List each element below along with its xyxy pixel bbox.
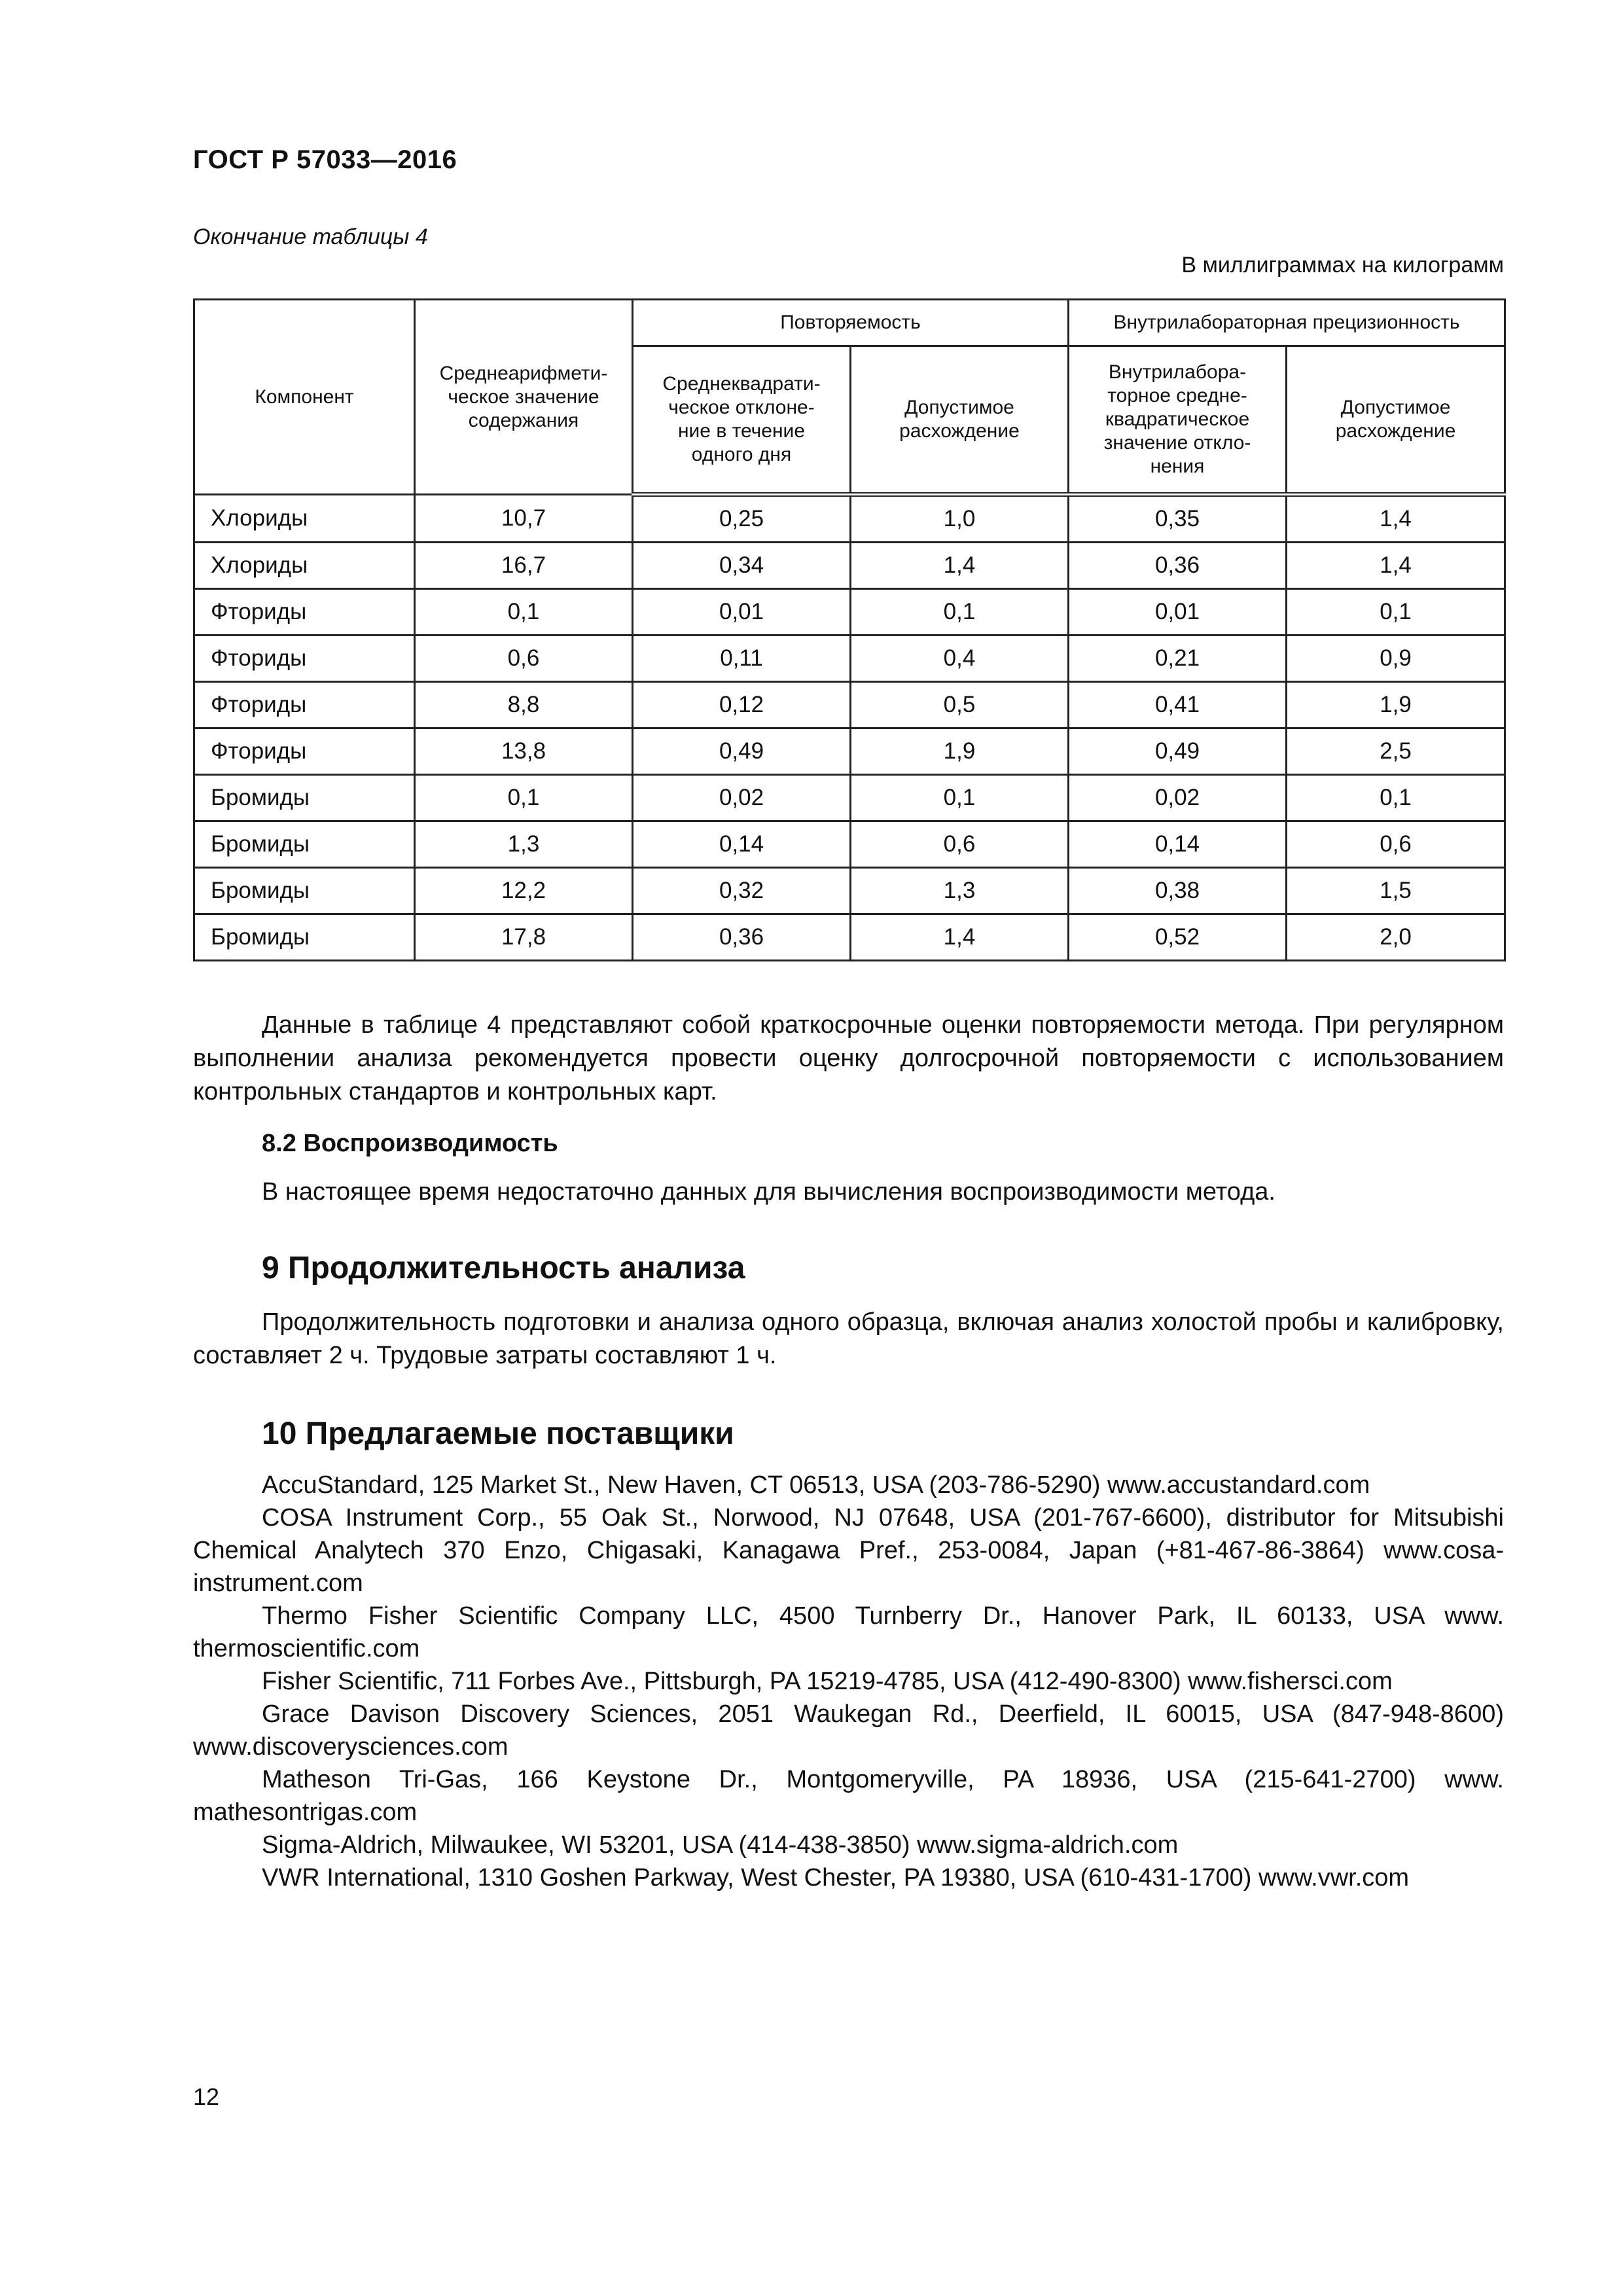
- cell-rep-diff: 0,4: [851, 636, 1069, 682]
- cell-mean: 13,8: [415, 728, 633, 775]
- cell-rep-diff: 1,3: [851, 868, 1069, 914]
- col-header-component: Компонент: [194, 300, 415, 495]
- cell-intra-diff: 1,9: [1287, 682, 1505, 728]
- section-9-title: 9 Продолжительность анализа: [262, 1251, 745, 1285]
- supplier-entry: Thermo Fisher Scientific Company LLC, 4500 Turnberry Dr., Hanover Park, IL 60133, USA www. thermoscientific.com: [193, 1602, 1504, 1662]
- section-9-text: Продолжительность подготовки и анализа одного образца, включая анализ холостой пробы и калибровку, составляет 2 ч. Трудовые затраты составляют 1 ч.: [193, 1308, 1504, 1369]
- cell-intra-diff: 0,1: [1287, 589, 1505, 636]
- table-units-note: В миллиграммах на килограмм: [1181, 253, 1504, 278]
- cell-rep-diff: 1,9: [851, 728, 1069, 775]
- table-row: [194, 821, 1505, 868]
- supplier-entry: VWR International, 1310 Goshen Parkway, West Chester, PA 19380, USA (610-431-1700) www.vwr.com: [262, 1864, 1410, 1892]
- table-note-text: Данные в таблице 4 представляют собой краткосрочные оценки повторяемости метода. При регулярном выполнении анализа рекомендуется провести оценку долгосрочной повторяемости с использованием контрольных стандартов и контрольных карт.: [193, 1011, 1504, 1105]
- cell-rep-sd: 0,11: [633, 636, 851, 682]
- table-row: [194, 775, 1505, 821]
- table-continuation-caption: Окончание таблицы 4: [193, 224, 428, 249]
- cell-rep-diff: 0,5: [851, 682, 1069, 728]
- cell-intra-diff: 2,0: [1287, 914, 1505, 961]
- col-header-intra-diff: Допустимое расхождение: [1287, 346, 1505, 495]
- cell-intra-sd: 0,02: [1069, 775, 1287, 821]
- supplier-entry: Fisher Scientific, 711 Forbes Ave., Pittsburgh, PA 15219-4785, USA (412-490-8300) www.fishersci.com: [262, 1668, 1393, 1695]
- cell-mean: 0,1: [415, 775, 633, 821]
- table-row: [194, 589, 1505, 636]
- cell-intra-sd: 0,36: [1069, 543, 1287, 589]
- supplier-entry: AccuStandard, 125 Market St., New Haven, CT 06513, USA (203-786-5290) www.accustandard.com: [262, 1471, 1370, 1499]
- cell-rep-diff: 0,6: [851, 821, 1069, 868]
- cell-rep-sd: 0,34: [633, 543, 851, 589]
- cell-rep-diff: 1,4: [851, 543, 1069, 589]
- cell-intra-sd: 0,21: [1069, 636, 1287, 682]
- cell-rep-sd: 0,14: [633, 821, 851, 868]
- cell-intra-diff: 0,9: [1287, 636, 1505, 682]
- cell-intra-diff: 1,4: [1287, 495, 1505, 543]
- page-number: 12: [193, 2083, 220, 2110]
- cell-mean: 16,7: [415, 543, 633, 589]
- supplier-entry: COSA Instrument Corp., 55 Oak St., Norwood, NJ 07648, USA (201-767-6600), distributor for Mitsubishi Chemical Analytech 370 Enzo, Chigasaki, Kanagawa Pref., 253-0084, Japan (+81-467-86-3864) www.cosa-instrument.com: [193, 1504, 1504, 1597]
- cell-mean: 17,8: [415, 914, 633, 961]
- cell-component: Фториды: [194, 636, 415, 682]
- cell-intra-diff: 0,1: [1287, 775, 1505, 821]
- col-header-intra-sd: Внутрилабора- торное средне- квадратическое значение откло- нения: [1069, 346, 1287, 495]
- table-note-paragraph: [193, 1009, 1504, 1109]
- cell-rep-sd: 0,36: [633, 914, 851, 961]
- cell-component: Хлориды: [194, 495, 415, 543]
- table-header: [194, 300, 1505, 495]
- precision-table: [193, 298, 1506, 961]
- cell-rep-sd: 0,12: [633, 682, 851, 728]
- table-row: [194, 543, 1505, 589]
- col-header-mean: Среднеарифмети- ческое значение содержания: [415, 300, 633, 495]
- cell-intra-sd: 0,49: [1069, 728, 1287, 775]
- supplier-entry: Grace Davison Discovery Sciences, 2051 Waukegan Rd., Deerfield, IL 60015, USA (847-948-8600) www.discoverysciences.com: [193, 1700, 1504, 1761]
- cell-intra-sd: 0,01: [1069, 589, 1287, 636]
- cell-intra-sd: 0,14: [1069, 821, 1287, 868]
- cell-rep-diff: 0,1: [851, 775, 1069, 821]
- cell-intra-sd: 0,52: [1069, 914, 1287, 961]
- cell-rep-sd: 0,02: [633, 775, 851, 821]
- cell-rep-sd: 0,01: [633, 589, 851, 636]
- table-row: [194, 914, 1505, 961]
- col-header-rep-sd: Среднеквадрати- ческое отклоне- ние в течение одного дня: [633, 346, 851, 495]
- document-code: ГОСТ Р 57033—2016: [193, 145, 457, 174]
- cell-rep-sd: 0,49: [633, 728, 851, 775]
- cell-mean: 10,7: [415, 495, 633, 543]
- col-header-rep-diff: Допустимое расхождение: [851, 346, 1069, 495]
- cell-intra-diff: 1,4: [1287, 543, 1505, 589]
- supplier-entry: Matheson Tri-Gas, 166 Keystone Dr., Montgomeryville, PA 18936, USA (215-641-2700) www. mathesontrigas.com: [193, 1766, 1504, 1826]
- cell-rep-diff: 1,4: [851, 914, 1069, 961]
- cell-intra-diff: 0,6: [1287, 821, 1505, 868]
- cell-component: Фториды: [194, 728, 415, 775]
- cell-mean: 1,3: [415, 821, 633, 868]
- group-header-repeatability: Повторяемость: [633, 300, 1069, 346]
- cell-mean: 0,6: [415, 636, 633, 682]
- cell-component: Бромиды: [194, 868, 415, 914]
- section-8-2-title: 8.2 Воспроизводимость: [262, 1130, 558, 1157]
- cell-rep-sd: 0,32: [633, 868, 851, 914]
- cell-component: Фториды: [194, 589, 415, 636]
- section-8-2-text: В настоящее время недостаточно данных для вычисления воспроизводимости метода.: [262, 1178, 1275, 1206]
- cell-mean: 8,8: [415, 682, 633, 728]
- cell-intra-sd: 0,38: [1069, 868, 1287, 914]
- cell-intra-sd: 0,41: [1069, 682, 1287, 728]
- cell-component: Бромиды: [194, 821, 415, 868]
- supplier-list: [193, 1469, 1504, 1894]
- table-body: [194, 495, 1505, 961]
- section-10-title: 10 Предлагаемые поставщики: [262, 1416, 734, 1451]
- cell-rep-diff: 0,1: [851, 589, 1069, 636]
- table-row: [194, 728, 1505, 775]
- cell-mean: 0,1: [415, 589, 633, 636]
- cell-component: Хлориды: [194, 543, 415, 589]
- supplier-entry: Sigma-Aldrich, Milwaukee, WI 53201, USA (414-438-3850) www.sigma-aldrich.com: [262, 1831, 1179, 1859]
- cell-intra-diff: 2,5: [1287, 728, 1505, 775]
- group-header-intralab: Внутрилабораторная прецизионность: [1069, 300, 1505, 346]
- cell-component: Фториды: [194, 682, 415, 728]
- table-row: [194, 495, 1505, 543]
- cell-rep-diff: 1,0: [851, 495, 1069, 543]
- cell-mean: 12,2: [415, 868, 633, 914]
- cell-component: Бромиды: [194, 914, 415, 961]
- table-row: [194, 868, 1505, 914]
- cell-component: Бромиды: [194, 775, 415, 821]
- cell-intra-sd: 0,35: [1069, 495, 1287, 543]
- cell-rep-sd: 0,25: [633, 495, 851, 543]
- cell-intra-diff: 1,5: [1287, 868, 1505, 914]
- section-9-paragraph: [193, 1306, 1504, 1372]
- table-row: [194, 636, 1505, 682]
- table-row: [194, 682, 1505, 728]
